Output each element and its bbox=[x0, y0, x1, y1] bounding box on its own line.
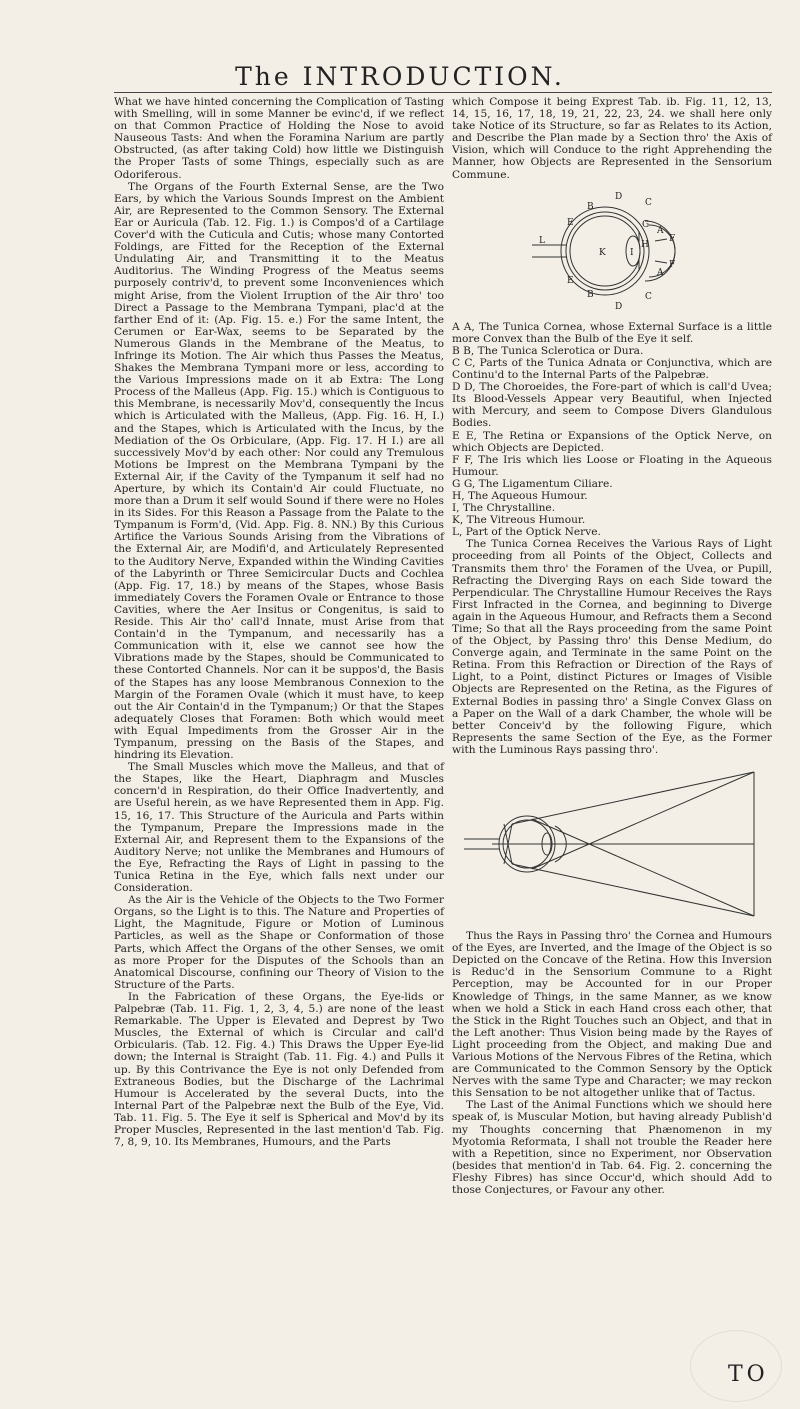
paragraph: In the Fabrication of these Organs, the Eye-lids or Palpebræ (Tab. 11. Fig. 1, 2, 3, 4, 5.) are none of the least Remarkable. The Upper is Elevated and Deprest by Two Muscles, the External of which is Circular and call'd Orbicularis. (Tab. 12. Fig. 4.) This Draws the Upper Eye-lid down; the Internal is Straight (Tab. 11. Fig. 4.) and Pulls it up. By this Contrivance the Eye is not only Defended from Extraneous Bodies, but the Discharge of the Lachrimal Humour is Accelerated by the several Ducts, into the Internal Part of the Palpebræ next the Bulb of the Eye, Vid. Tab. 11. Fig. 5. The Eye it self is Spherical and Mov'd by its Proper Muscles, Represented in the last mention'd Tab. Fig. 7, 8, 9, 10. Its Membranes, Humours, and the Parts bbox=[114, 990, 444, 1149]
paragraph: The Small Muscles which move the Malleus, and that of the Stapes, like the Heart, Diaphragm and Muscles concern'd in Respiration, do their Office Inadvertently, and are Useful herein, as we have Represented them in App. Fig. 15, 16, 17. This Structure of the Auricula and Parts within the Tympanum, Prepare the Impressions made in the External Air, and Represent them to the Expansions of the Auditory Nerve; not unlike the Membranes and Humours of the Eye, Refracting the Rays of Light in passing to the Tunica Retina in the Eye, which falls next under our Consideration. bbox=[114, 761, 444, 895]
eye-section-figure bbox=[527, 187, 697, 315]
legend-item: E E, The Retina or Expansions of the Optick Nerve, on which Objects are Depicted. bbox=[452, 429, 772, 454]
figure-letter: L bbox=[539, 235, 545, 246]
left-column bbox=[114, 96, 444, 1148]
figure-letter: G bbox=[642, 219, 650, 230]
legend-item: A A, The Tunica Cornea, whose External Surface is a little more Convex than the Bulb of the Eye it self. bbox=[452, 320, 772, 345]
paragraph: Thus the Rays in Passing thro' the Cornea and Humours of the Eyes, are Inverted, and the Image of the Object is so Depicted on the Concave of the Retina. How this Inversion is Reduc'd in the Sensorium Commune to a Right Perception, may be Accounted for in our Proper Knowledge of Things, in the same Manner, as we know when we hold a Stick in each Hand cross each other, that the Stick in the Right Touches such an Object, and that in the Left another: Thus Vision being made by the Rayes of Light proceeding from the Object, and making Due and Various Motions of the Nervous Fibres of the Retina, which are Communicated to the Common Sensory by the Optick Nerves with the same Type and Character; we may reckon this Sensation to be not altogether unlike that of Tactus. bbox=[452, 930, 772, 1100]
legend-item: L, Part of the Optick Nerve. bbox=[452, 526, 601, 539]
legend-item: H, The Aqueous Humour. bbox=[452, 489, 588, 502]
legend-item: F F, The Iris which lies Loose or Floating in the Aqueous Humour. bbox=[452, 453, 772, 478]
figure-letter: D bbox=[615, 191, 623, 202]
header-rule bbox=[114, 92, 772, 93]
figure-letter: D bbox=[615, 301, 623, 312]
eye-figure-legend bbox=[452, 321, 772, 539]
legend-item: K, The Vitreous Humour. bbox=[452, 514, 586, 527]
figure-letter: B bbox=[587, 201, 594, 212]
figure-letter: B bbox=[587, 289, 594, 300]
figure-letter: E bbox=[567, 217, 574, 228]
paragraph: The Tunica Cornea Receives the Various Rays of Light proceeding from all Points of the Object, Collects and Transmits them thro' the Foramen of the Uvea, or Pupill, Refracting the Diverging Rays on each Side toward the Perpendicular. The Chrystalline Humour Receives the Rays First Infracted in the Cornea, and beginning to Diverge again in the Aqueous Humour, and Refracts them a Second Time; So that all the Rays proceeding from the same Point of the Object, by Passing thro' this Dense Medium, do Converge again, and Terminate in the same Point on the Retina. From this Refraction or Direction of the Rays of Light, to a Point, distinct Pictures or Images of Visible Objects are Represented on the Retina, as the Figures of External Bodies in passing thro' a Single Convex Glass on a Paper on the Wall of a dark Chamber, the whole will be better Conceiv'd by the following Figure, which Represents the same Section of the Eye, as the Former with the Luminous Rays passing thro'. bbox=[452, 538, 772, 756]
paragraph: The Last of the Animal Functions which we should here speak of, is Muscular Motion, but having already Publish'd my Thoughts concerning that Phænomenon in my Myotomia Reformata, I shall not trouble the Reader here with a Repetition, since no Experiment, nor Observation (besides that mention'd in Tab. 64. Fig. 2. concerning the Fleshy Fibres) has since Occur'd, which should Add to those Conjectures, or Favour any other. bbox=[452, 1099, 772, 1196]
catchword: TO bbox=[728, 1362, 769, 1387]
figure-letter: F bbox=[669, 259, 676, 270]
right-column bbox=[452, 96, 772, 1196]
figure-letter: H bbox=[641, 239, 649, 250]
figure-letter: C bbox=[645, 291, 652, 302]
figure-letter: C bbox=[645, 197, 652, 208]
light-rays-figure bbox=[452, 764, 772, 924]
legend-item: I, The Chrystalline. bbox=[452, 502, 556, 515]
paragraph: The Organs of the Fourth External Sense, are the Two Ears, by which the Various Sounds Imprest on the Ambient Air, are Represented to the Common Sensory. The External Ear or Auricula (Tab. 12. Fig. 1.) is Compos'd of a Cartilage Cover'd with the Cuticula and Cutis; whose many Contorted Foldings, are Fitted for the Reception of the External Undulating Air, and Transmitting it to the Meatus Auditorius. The Winding Progress of the Meatus seems purposely contriv'd, to prevent some Inconveniences which might Arise, from the Violent Irruption of the Air thro' too Direct a Passage to the Membrana Tympani, plac'd at the farther End of it: (Ap. Fig. 15. e.) For the same Intent, the Cerumen or Ear-Wax, seems to be Separated by the Numerous Glands in the Membrane of the Meatus, to Infringe its Motion. The Air which thus Passes the Meatus, Shakes the Membrana Tympani more or less, according to the Various Impressions made on it ab Extra: The Long Process of the Malleus (App. Fig. 15.) which is Contiguous to this Membrane, is necessarily Mov'd, consequently the Incus which is Articulated with the Malleus, (App. Fig. 16. H, I.) and the Stapes, which is Articulated with the Incus, by the Mediation of the Os Orbiculare, (App. Fig. 17. H I.) are all successively Mov'd by each other: Nor could any Tremulous Motions be Imprest on the Membrana Tympani by the External Air, if the Cavity of the Tympanum it self had no Aperture, by which its Contain'd Air could Fluctuate, no more than a Drum it self would Sound if there were no Holes in its Sides. For this Reason a Passage from the Palate to the Tympanum is Form'd, (Vid. App. Fig. 8. NN.) By this Curious Artifice the Various Sounds Arising from the Vibrations of the External Air, are Modifi'd, and Articulately Represented to the Auditory Nerve, Expanded within the Winding Cavities of the Labyrinth or Three Semicircular Ducts and Cochlea (App. Fig. 17, 18.) by means of the Stapes, whose Basis immediately Covers the Foramen Ovale or Entrance to those Cavities, where the Aer Insitus or Congenitus, is said to Reside. This Air tho' call'd Innate, must Arise from that Contain'd in the Tympanum, and necessarily has a Communication with it, else we cannot see how the Vibrations made by the Stapes, should be Communicated to these Contorted Channels. Nor can it be suppos'd, the Basis of the Stapes has any loose Membranous Connexion to the Margin of the Foramen Ovale (which it must have, to keep out the Air Contain'd in the Tympanum;) Or that the Stapes adequately Closes that Foramen: Both which would meet with Equal Impediments from the Grosser Air in the Tympanum, pressing on the Basis of the Stapes, and hindring its Elevation. bbox=[114, 180, 444, 762]
legend-item: G G, The Ligamentum Ciliare. bbox=[452, 477, 613, 490]
paragraph: What we have hinted concerning the Complication of Tasting with Smelling, will in some Manner be evinc'd, if we reflect on that Common Practice of Holding the Nose to avoid Nauseous Tasts: And when the Foramina Narium are partly Obstructed, (as after taking Cold) how little we Distinguish the Proper Tasts of some Things, especially such as are Odoriferous. bbox=[114, 96, 444, 181]
legend-item: C C, Parts of the Tunica Adnata or Conjunctiva, which are Continu'd to the Internal Parts of the Palpebræ. bbox=[452, 356, 772, 382]
figure-letter: I bbox=[630, 247, 634, 258]
figure-letter: A bbox=[657, 267, 664, 278]
legend-item: D D, The Choroeides, the Fore-part of which is call'd Uvea; Its Blood-Vessels Appear very Beautiful, when Injected with Mercury, and seem to Compose Divers Glandulous Bodies. bbox=[452, 381, 772, 430]
legend-item: B B, The Tunica Sclerotica or Dura. bbox=[452, 344, 644, 357]
figure-letter: F bbox=[669, 233, 676, 244]
figure-letter: E bbox=[567, 275, 574, 286]
page-header: The INTRODUCTION. bbox=[235, 62, 565, 91]
paragraph: which Compose it being Exprest Tab. ib. Fig. 11, 12, 13, 14, 15, 16, 17, 18, 19, 21, 22, 23, 24. we shall here only take Notice of its Structure, so far as Relates to its Action, and Describe the Plan made by a Section thro' the Axis of Vision, which will Conduce to the right Apprehending the Manner, how Objects are Represented in the Sensorium Commune. bbox=[452, 96, 772, 181]
figure-letter: K bbox=[599, 247, 606, 258]
paragraph: As the Air is the Vehicle of the Objects to the Two Former Organs, so the Light is to this. The Nature and Properties of Light, the Magnitude, Figure or Motion of Luminous Particles, as well as the Shape or Conformation of those Parts, which Affect the Organs of the other Senses, we omit as more Proper for the Disputes of the Schools than an Anatomical Discourse, confining our Theory of Vision to the Structure of the Parts. bbox=[114, 894, 444, 991]
figure-letter: A bbox=[657, 225, 664, 236]
